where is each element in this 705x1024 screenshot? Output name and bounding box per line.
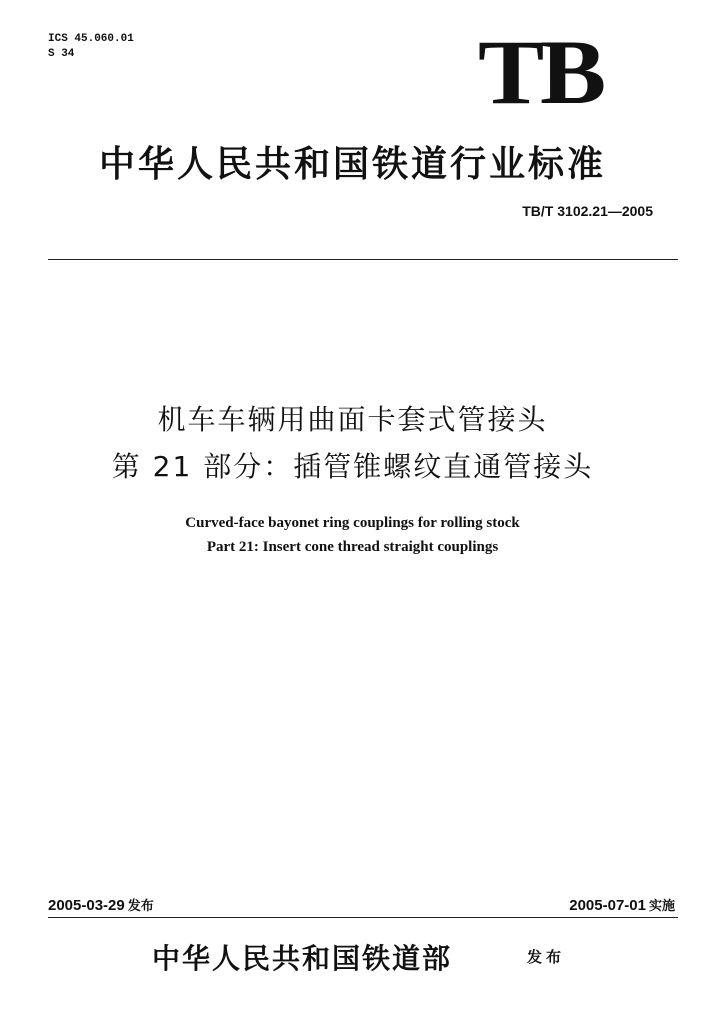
ics-code: ICS 45.060.01 <box>48 33 134 45</box>
title-en-line1: Curved-face bayonet ring couplings for rolling stock <box>185 515 520 531</box>
publish-label: 发布 <box>527 948 566 966</box>
footer-divider <box>48 917 678 918</box>
publisher: 中华人民共和国铁道部 <box>152 942 453 975</box>
header-divider <box>48 259 678 260</box>
effective-label: 实施 <box>648 899 675 914</box>
issue-label: 发布 <box>127 899 154 914</box>
tb-logo: TB <box>478 21 602 123</box>
org-title: 中华人民共和国铁道行业标准 <box>98 143 606 185</box>
title-en-line2: Part 21: Insert cone thread straight couplings <box>206 539 499 555</box>
issue-date: 2005-03-29 <box>48 897 125 914</box>
title-cn-line1: 机车车辆用曲面卡套式管接头 <box>157 403 548 436</box>
category-code: S 34 <box>48 48 75 60</box>
effective-date: 2005-07-01 <box>569 897 646 914</box>
standard-number: TB/T 3102.21—2005 <box>522 203 653 219</box>
effective-date-block <box>569 895 675 914</box>
title-cn-line2: 第 21 部分：插管锥螺纹直通管接头 <box>111 450 594 483</box>
classification-codes <box>48 32 134 62</box>
issue-date-block <box>48 895 154 914</box>
